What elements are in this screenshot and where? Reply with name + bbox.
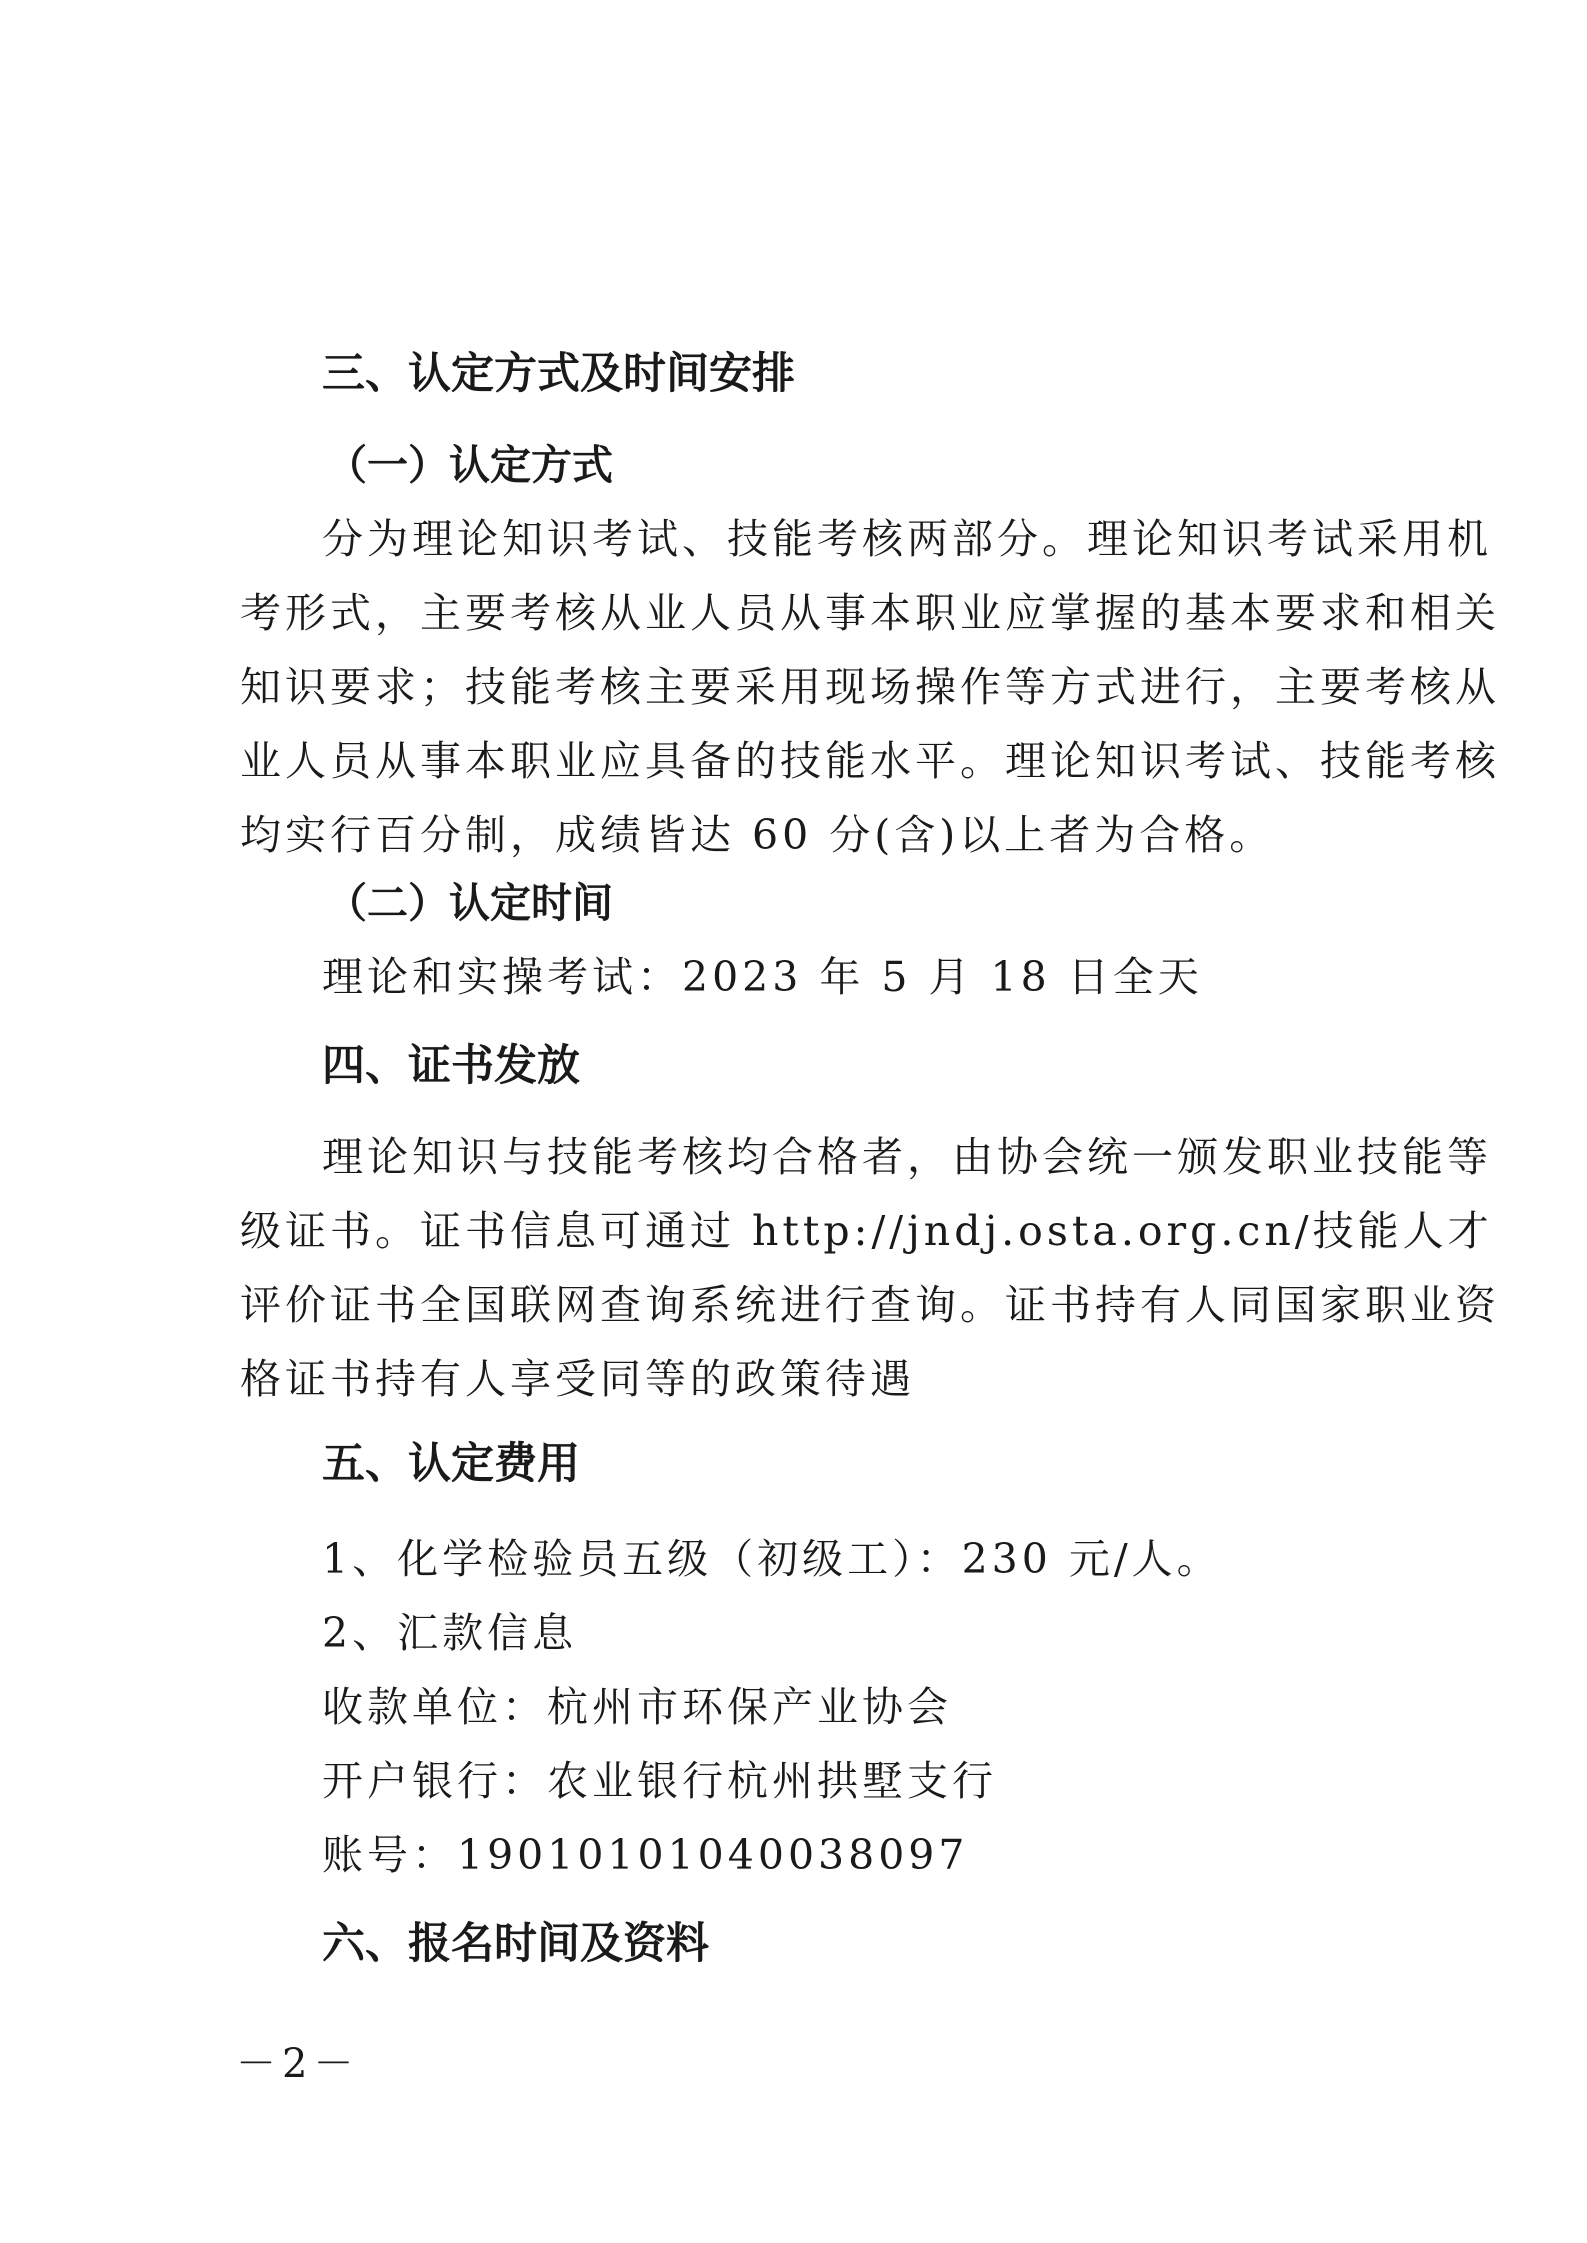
section-6-heading: 六、报名时间及资料 <box>322 1919 709 1969</box>
exam-time-line: 理论和实操考试：2023 年 5 月 18 日全天 <box>322 953 1203 1001</box>
method-paragraph-line-3: 知识要求；技能考核主要采用现场操作等方式进行，主要考核从 <box>240 663 1500 711</box>
account-line: 账号：19010101040038097 <box>322 1831 969 1879</box>
bank-line: 开户银行：农业银行杭州拱墅支行 <box>322 1757 997 1805</box>
section-3-heading: 三、认定方式及时间安排 <box>322 349 795 399</box>
method-paragraph-line-1: 分为理论知识考试、技能考核两部分。理论知识考试采用机 <box>322 515 1492 563</box>
method-paragraph-line-5: 均实行百分制，成绩皆达 60 分(含)以上者为合格。 <box>240 811 1275 859</box>
method-paragraph-line-2: 考形式，主要考核从业人员从事本职业应掌握的基本要求和相关 <box>240 589 1500 637</box>
certificate-paragraph-line-4: 格证书持有人享受同等的政策待遇 <box>240 1355 915 1403</box>
method-paragraph-line-4: 业人员从事本职业应具备的技能水平。理论知识考试、技能考核 <box>240 737 1500 785</box>
fee-line: 1、化学检验员五级（初级工）：230 元/人。 <box>322 1535 1222 1583</box>
payee-line: 收款单位：杭州市环保产业协会 <box>322 1683 952 1731</box>
certificate-paragraph-line-3: 评价证书全国联网查询系统进行查询。证书持有人同国家职业资 <box>240 1281 1500 1329</box>
remittance-title: 2、汇款信息 <box>322 1609 578 1657</box>
subsection-time-heading: （二）认定时间 <box>326 879 613 927</box>
subsection-method-heading: （一）认定方式 <box>326 441 613 489</box>
section-5-heading: 五、认定费用 <box>322 1439 580 1489</box>
certificate-paragraph-line-2: 级证书。证书信息可通过 http://jndj.osta.org.cn/技能人才 <box>240 1207 1493 1255</box>
page-number: －2－ <box>236 2041 360 2087</box>
certificate-paragraph-line-1: 理论知识与技能考核均合格者，由协会统一颁发职业技能等 <box>322 1133 1492 1181</box>
section-4-heading: 四、证书发放 <box>322 1041 580 1091</box>
